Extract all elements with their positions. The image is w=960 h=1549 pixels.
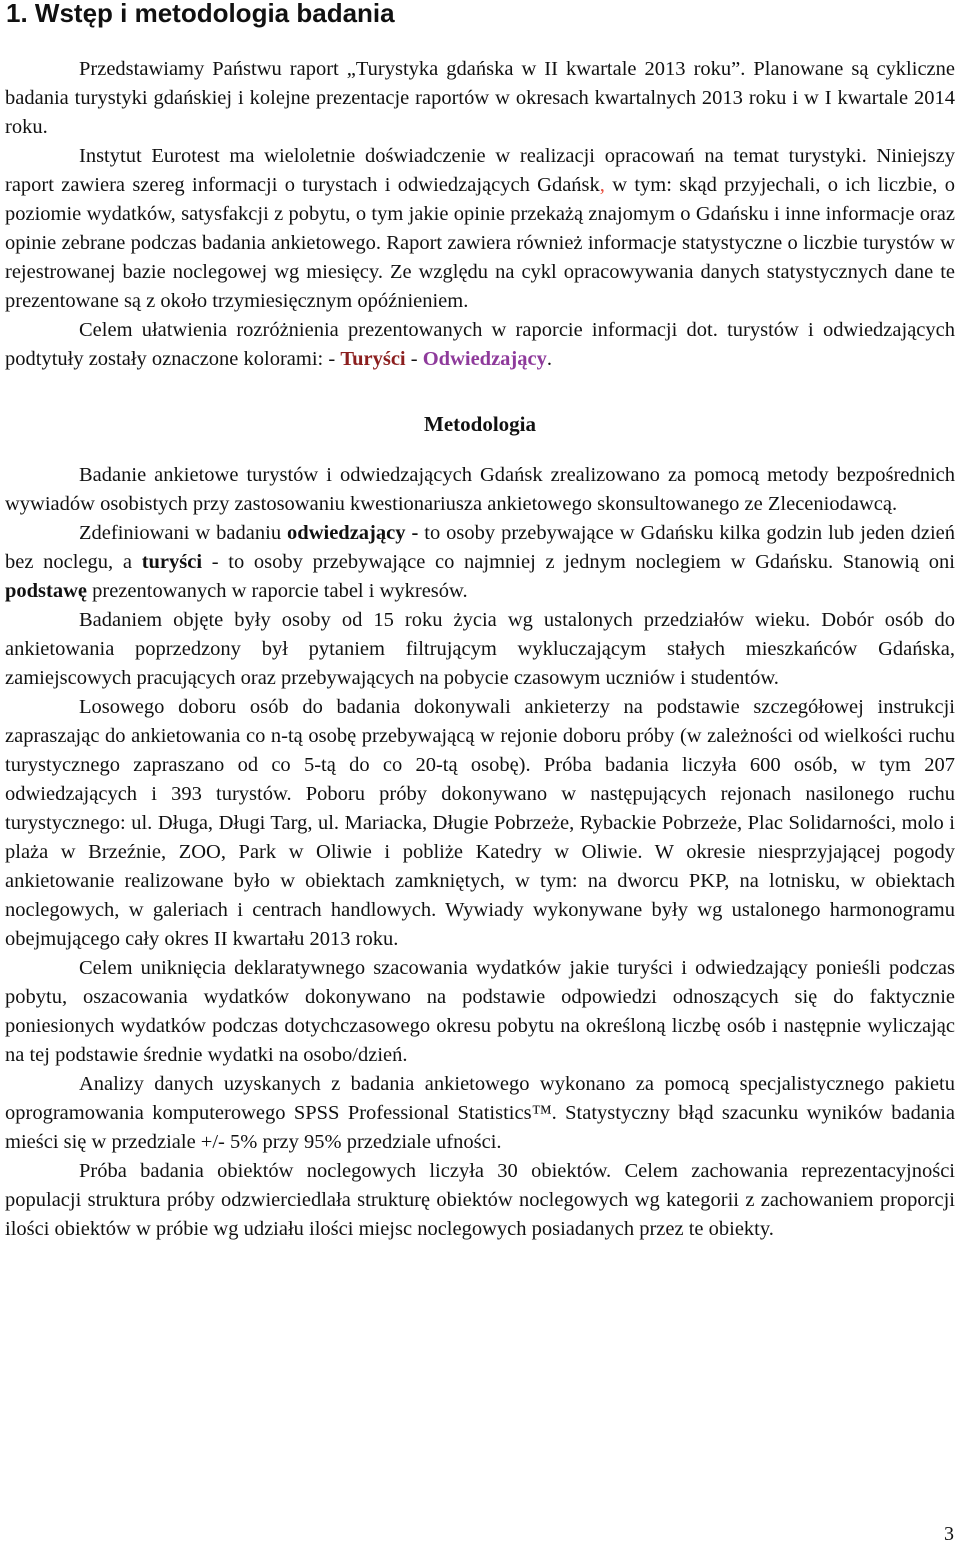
- term-podstawe: podstawę: [5, 580, 88, 602]
- term-turysci: turyści: [141, 551, 203, 573]
- methodology-title: Metodologia: [424, 412, 536, 436]
- spacer: [5, 374, 955, 409]
- methodology-paragraph-7: Próba badania obiektów noclegowych liczyła 30 obiektów. Celem zachowania reprezentacyjności populacji struktura próby odzwierciedlała strukturę obiektów noclegowych wg kategorii z zachowaniem proporcji ilości obiektów w próbie wg udziału ilości miejsc noclegowych posiadanych przez te obiekty.: [5, 1160, 955, 1240]
- intro-p3-text: Celem ułatwienia rozróżnienia prezentowanych w raporcie informacji dot. turystów i odwiedzających podtytuły zostały oznaczone kolorami: -: [5, 319, 955, 370]
- legend-separator: -: [405, 348, 423, 370]
- legend-odwiedzajacy: Odwiedzający: [422, 348, 547, 370]
- intro-p2-text-a: Instytut Eurotest ma wieloletnie doświadczenie w realizacji opracowań na temat turystyki. Niniejszy raport zawiera szereg informacji o turystach i odwiedzających Gdańsk: [5, 145, 955, 196]
- term-odwiedzajacy: odwiedzający -: [287, 522, 419, 544]
- red-comma: ,: [599, 174, 605, 196]
- intro-paragraph-3: [5, 316, 955, 374]
- methodology-paragraph-5: Celem uniknięcia deklaratywnego szacowania wydatków jakie turyści i odwiedzający ponieśli podczas pobytu, oszacowania wydatków dokonywano na podstawie odpowiedzi odnoszących się do faktycznie poniesionych wydatków podczas dotychczasowego okresu pobytu na określoną liczbę osób i następnie wyliczając na tej podstawie średnie wydatki na osobo/dzień.: [5, 957, 955, 1066]
- legend-turysci: Turyści: [340, 348, 406, 370]
- page-number: 3: [944, 1523, 954, 1545]
- methodology-paragraph-4: Losowego doboru osób do badania dokonywali ankieterzy na podstawie szczegółowej instrukcji zapraszając do ankietowania co n-tą osobę przebywającą w rejonie doboru próby (w zależności od wielkości ruchu turystycznego zapraszano od co 5-tą do co 20-tą osobę). Próba badania liczyła 600 osób, w tym 207 odwiedzających i 393 turystów. Poboru próby dokonywano w następujących rejonach nasilonego ruchu turystycznego: ul. Długa, Długi Targ, ul. Mariacka, Długie Pobrzeże, Rybackie Pobrzeże, Plac Solidarności, molo i plaża w Brzeźnie, ZOO, Park w Oliwie i pobliże Katedry w Oliwie. W okresie niesprzyjającej pogody ankietowanie realizowane było w obiektach zamkniętych, w tym: na dworcu PKP, na lotnisku, w obiektach noclegowych, w galeriach i centrach handlowych. Wywiady wykonywane były wg ustalonego harmonogramu obejmującego cały okres II kwartału 2013 roku.: [5, 696, 955, 950]
- spacer: [5, 439, 955, 461]
- document-body: [5, 55, 955, 1244]
- methodology-paragraph-1: Badanie ankietowe turystów i odwiedzających Gdańsk zrealizowano za pomocą metody bezpośrednich wywiadów osobistych przy zastosowaniu kwestionariusza ankietowego skonsultowanego ze Zleceniodawcą.: [5, 464, 955, 515]
- intro-paragraph-1: Przedstawiamy Państwu raport „Turystyka gdańska w II kwartale 2013 roku”. Planowane są cykliczne badania turystyki gdańskiej i kolejne prezentacje raportów w okresach kwartalnych 2013 roku i w I kwartale 2014 roku.: [5, 58, 955, 138]
- methodology-paragraph-3: Badaniem objęte były osoby od 15 roku życia wg ustalonych przedziałów wieku. Dobór osób do ankietowania poprzedzony był pytaniem filtrującym wykluczającym stałych mieszkańców Gdańska, zamiejscowych pracujących oraz przebywających na pobycie czasowym uczniów i studentów.: [5, 609, 955, 689]
- intro-p2-text-b: w tym: skąd przyjechali, o ich liczbie, o poziomie wydatków, satysfakcji z pobytu, o tym jakie opinie przekażą znajomym o Gdańsku i inne informacje oraz opinie zebrane podczas badania ankietowego. Raport zawiera również informacje statystyczne o liczbie turystów w rejestrowanej bazie noclegowej wg miesięcy. Ze względu na cykl opracowywania danych statystycznych dane te prezentowane są z około trzymiesięcznym opóźnieniem.: [5, 174, 955, 312]
- m-p2-e: prezentowanych w raporcie tabel i wykresów.: [87, 580, 468, 602]
- methodology-paragraph-6: Analizy danych uzyskanych z badania ankietowego wykonano za pomocą specjalistycznego pakietu oprogramowania komputerowego SPSS Professional Statistics™. Statystyczny błąd szacunku wyników badania mieści się w przedziale +/- 5% przy 95% przedziale ufności.: [5, 1073, 955, 1153]
- intro-p3-end: .: [546, 348, 552, 370]
- m-p2-c: to osoby przebywające w Gdańsku kilka godzin lub jeden dzień bez noclegu, a: [5, 522, 956, 573]
- m-p2-a: Zdefiniowani w badaniu: [79, 522, 288, 544]
- methodology-paragraph-2: [5, 519, 955, 606]
- m-p2-d: - to osoby przebywające co najmniej z jednym noclegiem w Gdańsku. Stanowią oni: [202, 551, 955, 573]
- intro-paragraph-2: [5, 142, 955, 316]
- section-heading: 1. Wstęp i metodologia badania: [6, 0, 395, 28]
